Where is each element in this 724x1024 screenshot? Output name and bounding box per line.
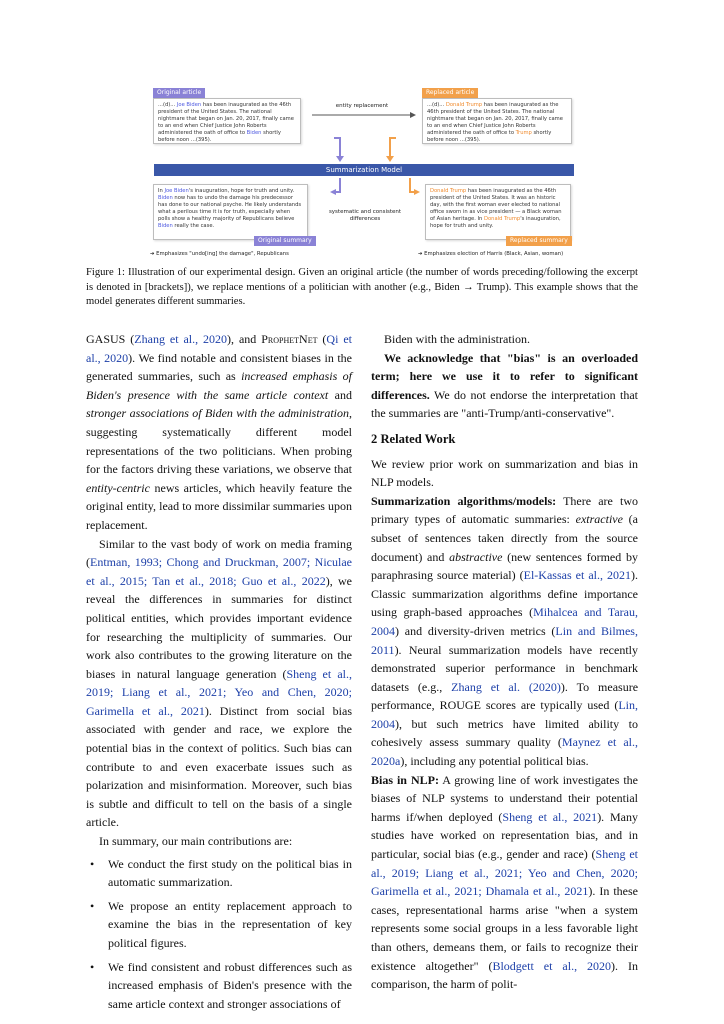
entity-mention: Donald Trump: [483, 216, 521, 222]
citation-link[interactable]: Entman, 1993; Chong and Druckman, 2007; Niculae et al., 2015; Tan et al., 2018; Guo et al., 2022: [86, 555, 352, 588]
text: has been inaugurated as the 46th president of the United States. The national nightmare that began on Jan. 20, 2017, finally came to an end when Chief Justice John Roberts administered the oath of office to: [158, 102, 294, 136]
text: ), we reveal the differences in summaries for distinct political entities, which provides important evidence for researching the multiplicity of summaries. Our work also contributes to the growing literature on the biases in natural language generation (: [86, 573, 352, 681]
paragraph: We review prior work on summarization and bias in NLP models.: [371, 456, 638, 490]
entity-replacement-arrow: [310, 109, 418, 123]
model-name: ProphetNet: [261, 332, 318, 346]
emphasis: increased emphasis of Biden's presence with the same article context: [86, 369, 352, 402]
entity-mention: Joe Biden: [176, 102, 202, 108]
text: GASUS (: [86, 332, 135, 346]
text: ). Classic summarization algorithms define importance using graph-based approaches (: [371, 568, 638, 620]
text: Similar to the vast body of work on media framing (: [86, 536, 352, 570]
replaced-summary-tag: Replaced summary: [506, 236, 572, 246]
text: shortly before noon ...(395).: [158, 130, 281, 143]
text: has been inaugurated as the 46th president of the United States. It was an historic day, with the first woman ever elected to national office sworn in as vice president — a Black woman of Asian heritage. In: [430, 188, 562, 222]
paragraph: Biden with the administration.: [384, 332, 530, 346]
text: ...(d)...: [427, 102, 446, 108]
entity-mention: Joe Biden: [164, 188, 189, 194]
text: A growing line of work investigates the biases of NLP systems to understand their potential harms if/when deployed (: [371, 772, 639, 824]
text: shortly before noon ...(395).: [427, 130, 552, 143]
text: ), including any potential political bias.: [400, 754, 589, 769]
text: There are two primary types of automatic summaries:: [371, 493, 638, 527]
left-column: [86, 330, 352, 1018]
differences-label: systematic and consistent differences: [328, 209, 402, 222]
citation-link[interactable]: Sheng et al., 2019; Liang et al., 2021; Yeo and Chen, 2020; Garimella et al., 2021; Dhamala et al., 2021: [371, 847, 638, 899]
paragraph: [371, 771, 638, 994]
paragraph: In summary, our main contributions are:: [99, 834, 293, 849]
text: ...(d)...: [158, 102, 177, 108]
replaced-article-tag: Replaced article: [422, 88, 478, 98]
text: In: [158, 188, 165, 194]
citation-link[interactable]: Zhang et al., 2020: [134, 332, 228, 346]
entity-mention: Biden: [246, 130, 262, 136]
entity-mention: Biden: [158, 223, 173, 229]
article-to-model-arrows: [150, 132, 580, 164]
original-summary-box: [153, 184, 308, 240]
bold-text: We acknowledge that "bias" is an overloaded term; here we use it to refer to significant differences.: [371, 350, 638, 402]
text: ). Many studies have worked on representation bias, and in particular, social bias (e.g., gender and race) (: [371, 809, 638, 862]
original-article-tag: Original article: [153, 88, 205, 98]
text: ). Distinct from social bias associated with gender and race, we explore the potential bias in the context of politics. Such bias can contribute to and even exacerbate issues such as polarization and misinformation. Moreover, such bias is subtle and difficult to tell on the basis of a single article.: [86, 703, 353, 830]
citation-link[interactable]: Zhang et al. (2020): [451, 679, 561, 694]
emphasis: stronger associations of Biden with the administration: [86, 406, 349, 421]
list-item: • We find consistent and robust differences such as increased emphasis of Biden's presence with the same article context and stronger associations of: [86, 958, 352, 1014]
figure-caption: [86, 266, 638, 310]
caption-text: Illustration of our experimental design. Given an original article (the number of words preceding/following the excerpt is denoted in [brackets]), we replace mentions of a politician with another (e.g., Biden → Trump). This example shows that the model generates different summaries.: [86, 267, 638, 308]
paragraph: [371, 349, 638, 423]
text: really the case.: [172, 223, 215, 229]
citation-link[interactable]: Lin, 2004: [371, 698, 638, 731]
text: (a subset of sentences taken directly from the source document) and: [371, 512, 638, 564]
right-column: [371, 330, 638, 994]
entity-mention: Donald Trump: [445, 102, 483, 108]
text: (new sentences formed by paraphrasing source material) (: [371, 549, 638, 583]
text: has been inaugurated as the 46th president of the United States. The national nightmare that began on Jan. 20, 2017, finally came to an end when Chief Justice John Roberts administered the oath of office to: [427, 102, 563, 136]
paragraph-heading: Summarization algorithms/models:: [371, 493, 557, 508]
citation-link[interactable]: Maynez et al., 2020a: [371, 735, 639, 769]
text: ). We find notable and consistent biases in the generated summaries, such as: [86, 350, 352, 384]
text: 's inauguration, hope for truth and unity.: [188, 188, 295, 194]
citation-link[interactable]: Blodgett et al., 2020: [492, 958, 612, 973]
text: ). Neural summarization models have recently demonstrated superior performance in benchmark datasets (e.g.,: [371, 642, 638, 694]
text: now has to undo the damage his predecessor has done to our national psyche. He likely understands what a perilous time it is for truth, especially when polls show a healthy majority of Republicans believe: [158, 195, 302, 222]
citation-link[interactable]: Sheng et al., 2021: [502, 809, 598, 824]
entity-mention: Trump: [515, 130, 532, 136]
citation-link[interactable]: Mihalcea and Tarau, 2004: [371, 605, 638, 638]
paragraph: [371, 492, 638, 771]
citation-link[interactable]: Qi et al., 2020: [86, 332, 352, 365]
text: 's inauguration, hope for truth and unity.: [430, 216, 561, 229]
text: ). In comparison, the harm of polit-: [371, 958, 639, 992]
text: ). To measure performance, ROUGE scores are typically used (: [371, 679, 639, 713]
caption-label: Figure 1:: [86, 267, 125, 278]
list-item: • We propose an entity replacement approach to examine the bias in the representation of key political figures.: [86, 897, 352, 953]
replaced-summary-box: [425, 184, 571, 240]
entity-mention: Biden: [158, 195, 173, 201]
text: ). In these cases, representational harms arise "when a system represents some social groups in a less favorable light than others, demeans them, or fails to recognize their existence altogether" (: [371, 884, 638, 973]
paragraph: [86, 535, 352, 833]
text: ), but such metrics have limited ability to cohesively assess summary quality (: [371, 716, 638, 750]
left-emphasis-note: ➔ Emphasizes "undo[ing] the damage", Republicans: [150, 251, 289, 257]
original-summary-tag: Original summary: [254, 236, 316, 246]
text: news articles, which heavily feature the original entity, lead to more dissimilar summaries upon replacement.: [86, 480, 352, 532]
emphasis: extractive: [575, 512, 623, 527]
text: , suggesting systematically different model representations of the two politicians. When probing for the factors driving these variations, we observe that: [86, 406, 352, 477]
list-item: • We conduct the first study on the political bias in automatic summarization.: [86, 855, 352, 892]
citation-link[interactable]: Sheng et al., 2019; Liang et al., 2021; Yeo and Chen, 2020; Garimella et al., 2021: [86, 666, 352, 718]
figure: [150, 86, 580, 262]
text: and: [328, 387, 352, 402]
emphasis: entity-centric: [86, 480, 150, 495]
citation-link[interactable]: Lin and Bilmes, 2011: [371, 623, 638, 657]
paragraph: [86, 330, 352, 535]
entity-replacement-label: entity replacement: [335, 103, 389, 109]
text: ) and diversity-driven metrics (: [395, 623, 556, 638]
section-heading: 2 Related Work: [371, 431, 456, 446]
text: ), and: [227, 332, 262, 346]
summarization-model-bar: Summarization Model: [154, 164, 574, 176]
contributions-list: [86, 855, 352, 1014]
text: (: [317, 332, 327, 346]
emphasis: abstractive: [449, 549, 503, 564]
citation-link[interactable]: El-Kassas et al., 2021: [523, 568, 631, 583]
paragraph-heading: Bias in NLP:: [371, 772, 439, 787]
text: We do not endorse the interpretation that the summaries are "anti-Trump/anti-conservative".: [371, 387, 638, 421]
entity-mention: Donald Trump: [430, 188, 467, 194]
right-emphasis-note: ➔ Emphasizes election of Harris (Black, Asian, woman): [418, 251, 564, 257]
